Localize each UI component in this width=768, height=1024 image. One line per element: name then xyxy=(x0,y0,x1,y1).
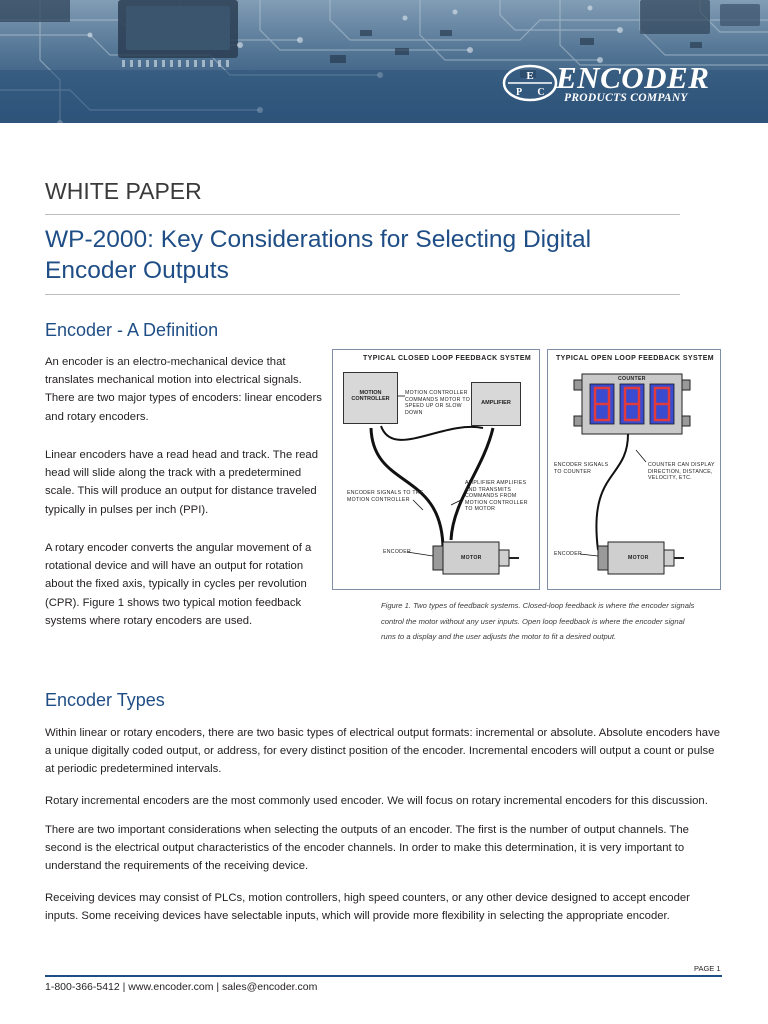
divider xyxy=(45,294,680,295)
page-number: PAGE 1 xyxy=(694,964,721,973)
amplifier-note: AMPLIFIER AMPLIFIES AND TRANSMITS COMMANDS FROM MOTION CONTROLLER TO MOTOR xyxy=(465,480,528,513)
closed-loop-title: TYPICAL CLOSED LOOP FEEDBACK SYSTEM xyxy=(363,355,532,362)
motor-label: MOTOR xyxy=(628,555,649,561)
encoder-signal-note: ENCODER SIGNALS TO THE MOTION CONTROLLER xyxy=(347,490,424,503)
paragraph: Rotary incremental encoders are the most commonly used encoder. We will focus on rotary incremental encoders for this discussion. xyxy=(45,795,708,807)
motion-controller-box: MOTION CONTROLLER xyxy=(343,372,398,424)
paragraph: A rotary encoder converts the angular movement of a rotational device and will have an output for rotation about the fixed axis, typically in cycles per revolution (CPR). Figure 1 shows two typical motion feedback systems where rotary encoders are used. xyxy=(45,542,312,627)
paragraph: Receiving devices may consist of PLCs, motion controllers, high speed counters, or any other device designed to accept encoder inputs. Some receiving devices have selectable inputs, which will provide more flexibility in selecting the appropriate encoder. xyxy=(45,892,690,923)
counter-display-note: COUNTER CAN DISPLAY DIRECTION, DISTANCE, VELOCITY, ETC. xyxy=(648,462,715,482)
paragraph: Within linear or rotary encoders, there are two basic types of electrical output formats: incremental or absolute. Absolute encoders have a unique digitally coded output, or address, for every distinct position of the encoder. Incremental encoders will output a count or pulse at periodic predetermined intervals. xyxy=(45,727,721,776)
svg-text:E: E xyxy=(526,70,534,82)
closed-loop-diagram xyxy=(332,349,540,590)
logo-subtitle: PRODUCTS COMPANY xyxy=(564,92,688,104)
paragraph: There are two important considerations when selecting the outputs of an encoder. The first is the number of output channels. The second is the electrical output characteristics of the encoder channels. In order to make this determination, it is very important to understand the requirements of the receiving device. xyxy=(45,824,689,873)
paragraph: Linear encoders have a read head and track. The read head will slide along the track with a predetermined scale. This will produce an output for distance traveled typically in pulses per inch (PPI). xyxy=(45,449,318,516)
header-banner xyxy=(0,0,768,123)
document-title: WP-2000: Key Considerations for Selecting Digital Encoder Outputs xyxy=(45,226,592,284)
counter-signal-note: ENCODER SIGNALS TO COUNTER xyxy=(554,462,609,475)
logo-title: ENCODER xyxy=(556,60,710,95)
figure-caption: Figure 1. Two types of feedback systems. Closed-loop feedback is where the encoder signals control the motor without any user inputs. Open loop feedback is where the encoder signal runs to a display and the user adjusts the motor to fit a desired output. xyxy=(381,601,695,641)
epc-logo-badge-icon xyxy=(502,64,558,102)
svg-text:C: C xyxy=(537,87,545,98)
footer-divider xyxy=(45,975,722,977)
controller-note: MOTION CONTROLLER COMMANDS MOTOR TO SPEED UP OR SLOW DOWN xyxy=(405,390,471,416)
encoder-label: ENCODER xyxy=(383,549,412,555)
counter-label: COUNTER xyxy=(618,376,646,382)
section-heading-types: Encoder Types xyxy=(45,690,165,710)
motor-label: MOTOR xyxy=(461,555,482,561)
amplifier-box: AMPLIFIER xyxy=(471,382,521,426)
svg-text:P: P xyxy=(515,87,523,98)
footer-contact: 1-800-366-5412 | www.encoder.com | sales@encoder.com xyxy=(45,981,318,993)
document-type-label: WHITE PAPER xyxy=(45,178,202,204)
section-heading-definition: Encoder - A Definition xyxy=(45,320,219,340)
company-logo xyxy=(502,60,712,108)
open-loop-title: TYPICAL OPEN LOOP FEEDBACK SYSTEM xyxy=(556,355,715,362)
open-loop-diagram xyxy=(547,349,721,590)
divider xyxy=(45,214,680,215)
encoder-label: ENCODER xyxy=(554,551,583,557)
paragraph: An encoder is an electro-mechanical device that translates mechanical motion into electrical signals. There are two major types of encoders: linear encoders and rotary encoders. xyxy=(45,356,322,423)
